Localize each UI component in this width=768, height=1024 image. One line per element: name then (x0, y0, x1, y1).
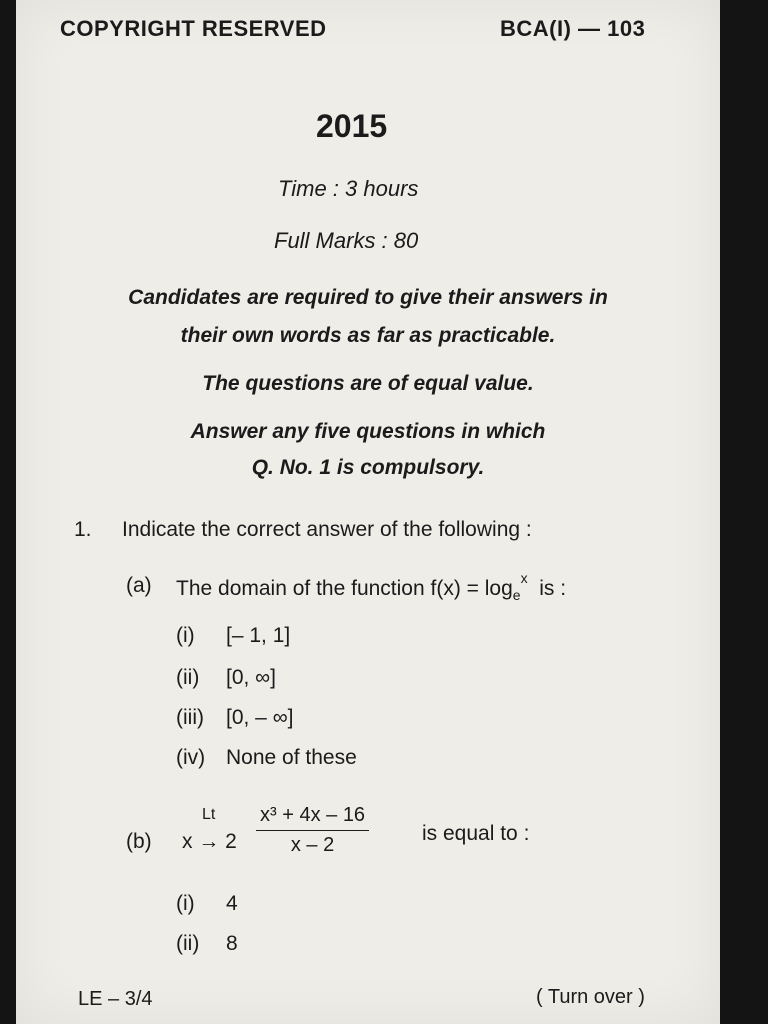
exam-year: 2015 (316, 108, 388, 144)
option-b-ii-label: (ii) (176, 932, 200, 955)
option-a-iii-label: (iii) (176, 706, 204, 729)
option-a-i-text: [– 1, 1] (226, 624, 291, 647)
question-text: Indicate the correct answer of the following : (122, 518, 532, 541)
exam-time: Time : 3 hours (278, 176, 419, 201)
option-a-ii-text: [0, ∞] (226, 666, 276, 689)
paper-code: BCA(I) — 103 (500, 16, 646, 41)
option-a-iv-text: None of these (226, 746, 357, 769)
instruction-line-1: Candidates are required to give their answers in (128, 286, 608, 309)
fraction-bar (256, 830, 369, 831)
option-a-i-label: (i) (176, 624, 195, 647)
instruction-line-4: Answer any five questions in which (190, 420, 546, 443)
option-a-iii-text: [0, – ∞] (226, 706, 294, 729)
instruction-line-5: Q. No. 1 is compulsory. (251, 456, 485, 479)
exam-paper (16, 0, 720, 1024)
option-a-ii-label: (ii) (176, 666, 200, 689)
instruction-line-2: their own words as far as practicable. (180, 324, 556, 347)
option-b-i-label: (i) (176, 892, 195, 915)
copyright-notice: COPYRIGHT RESERVED (60, 16, 327, 41)
log-argument: x (520, 570, 528, 586)
part-a-label: (a) (126, 574, 152, 597)
fraction-numerator: x³ + 4x – 16 (260, 804, 366, 826)
log-base: e (512, 587, 521, 604)
fraction-denominator: x – 2 (290, 834, 335, 856)
limit-variable: x → 2 (182, 830, 237, 853)
option-b-ii-text: 8 (226, 932, 238, 955)
part-b-label: (b) (126, 830, 152, 853)
instruction-line-3: The questions are of equal value. (202, 372, 534, 395)
limit-symbol: Lt (202, 806, 216, 823)
full-marks: Full Marks : 80 (274, 228, 419, 253)
option-b-i-text: 4 (226, 892, 238, 915)
part-a-question (176, 570, 567, 604)
turn-over-note: ( Turn over ) (536, 986, 645, 1008)
part-a-text: The domain of the function f(x) = log (176, 577, 513, 600)
option-a-iv-label: (iv) (176, 746, 206, 769)
question-number: 1. (74, 518, 92, 541)
limit-fraction (256, 804, 369, 857)
footer-code: LE – 3/4 (78, 988, 153, 1010)
part-b-tail: is equal to : (422, 822, 530, 845)
part-a-tail: is : (539, 577, 567, 600)
